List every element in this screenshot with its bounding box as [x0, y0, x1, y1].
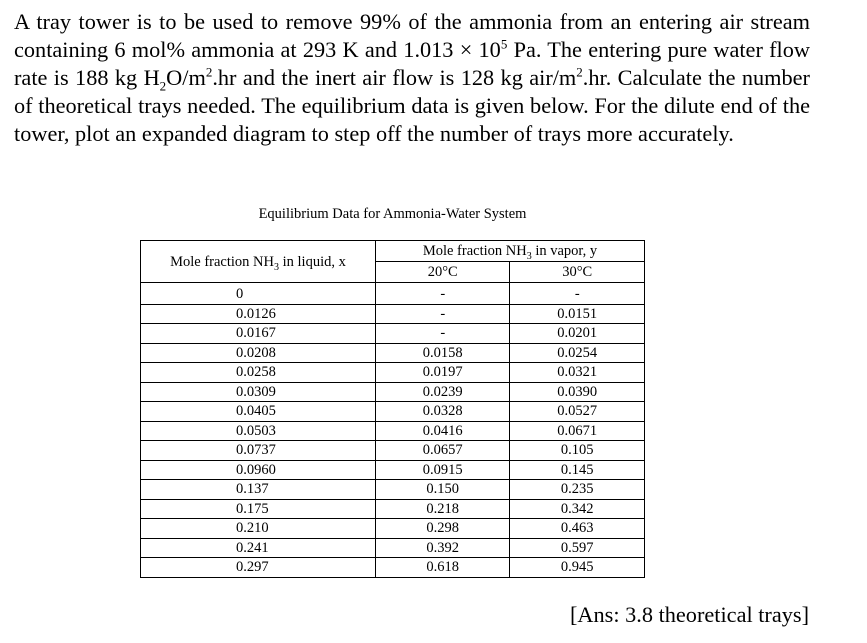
answer-text: [Ans: 3.8 theoretical trays]	[570, 602, 809, 627]
y-30c-cell: -	[510, 283, 645, 305]
problem-text-5: .hr. Calculate the number of theoretical trays needed. The equilibrium data is given below. For the dilute end of the tower, plot an expanded diagram to step off the number of trays more accurately.	[14, 65, 810, 146]
temp-30-header: 30°C	[510, 262, 645, 283]
y-20c-cell: 0.0915	[376, 460, 510, 480]
y-30c-cell: 0.235	[510, 480, 645, 500]
exponent: 5	[500, 36, 508, 52]
y-30c-cell: 0.0151	[510, 304, 645, 324]
y-20c-cell: 0.0197	[376, 363, 510, 383]
y-20c-cell: 0.618	[376, 558, 510, 578]
table-row	[141, 421, 645, 441]
y-20c-cell: 0.0328	[376, 402, 510, 422]
y-30c-cell: 0.0390	[510, 382, 645, 402]
table-body	[141, 283, 645, 578]
table-row	[141, 499, 645, 519]
x-value-cell: 0.175	[141, 499, 376, 519]
vapor-fraction-header: Mole fraction $NH_3$ in vapor, y	[376, 241, 645, 262]
x-value-cell: 0.241	[141, 538, 376, 558]
table-row	[141, 343, 645, 363]
problem-text-3: O/m	[166, 65, 206, 90]
y-30c-cell: 0.597	[510, 538, 645, 558]
x-value-cell: 0.0503	[141, 421, 376, 441]
problem-statement	[14, 8, 810, 148]
y-20c-cell: 0.0416	[376, 421, 510, 441]
table-row	[141, 519, 645, 539]
exponent: 2	[576, 64, 583, 80]
problem-text-4: .hr and the inert air flow is 128 kg air/m	[212, 65, 577, 90]
liquid-fraction-header: Mole fraction $NH_3$ in liquid, x	[141, 241, 376, 283]
y-20c-cell: -	[376, 324, 510, 344]
x-value-cell: 0.0737	[141, 441, 376, 461]
y-30c-cell: 0.0321	[510, 363, 645, 383]
x-value-cell: 0.0405	[141, 402, 376, 422]
x-value-cell: 0.137	[141, 480, 376, 500]
temp-20-header: 20°C	[376, 262, 510, 283]
table-caption: Equilibrium Data for Ammonia-Water System	[258, 206, 527, 222]
y-20c-cell: 0.0239	[376, 382, 510, 402]
table-row	[141, 538, 645, 558]
y-30c-cell: 0.342	[510, 499, 645, 519]
y-20c-cell: -	[376, 283, 510, 305]
y-30c-cell: 0.0254	[510, 343, 645, 363]
x-value-cell: 0.0960	[141, 460, 376, 480]
y-20c-cell: 0.392	[376, 538, 510, 558]
x-value-cell: 0.0258	[141, 363, 376, 383]
y-20c-cell: 0.298	[376, 519, 510, 539]
x-value-cell: 0.0167	[141, 324, 376, 344]
y-30c-cell: 0.145	[510, 460, 645, 480]
x-value-cell: 0.297	[141, 558, 376, 578]
y-20c-cell: 0.0657	[376, 441, 510, 461]
table-row	[141, 441, 645, 461]
problem-text-2: Pa. The entering pure water flow rate is 188 kg H	[14, 37, 810, 90]
y-30c-cell: 0.0201	[510, 324, 645, 344]
table-row	[141, 460, 645, 480]
y-30c-cell: 0.105	[510, 441, 645, 461]
exponent: 2	[205, 64, 213, 80]
table-row	[141, 402, 645, 422]
y-30c-cell: 0.0527	[510, 402, 645, 422]
y-30c-cell: 0.945	[510, 558, 645, 578]
x-value-cell: 0.0309	[141, 382, 376, 402]
x-value-cell: 0.210	[141, 519, 376, 539]
subscript: 2	[159, 78, 167, 94]
y-20c-cell: -	[376, 304, 510, 324]
y-20c-cell: 0.150	[376, 480, 510, 500]
y-30c-cell: 0.463	[510, 519, 645, 539]
table-row	[141, 558, 645, 578]
table-row	[141, 283, 645, 305]
table-row	[141, 324, 645, 344]
x-value-cell: 0.0208	[141, 343, 376, 363]
equilibrium-table	[140, 240, 645, 578]
table-row	[141, 304, 645, 324]
x-value-cell: 0.0126	[141, 304, 376, 324]
table-row	[141, 363, 645, 383]
table-row	[141, 480, 645, 500]
x-value-cell: 0	[141, 283, 376, 305]
table-row	[141, 382, 645, 402]
y-20c-cell: 0.0158	[376, 343, 510, 363]
problem-text-1: A tray tower is to be used to remove 99% of the ammonia from an entering air stream containing 6 mol% ammonia at 293 K and 1.013 × 10	[14, 9, 810, 62]
y-20c-cell: 0.218	[376, 499, 510, 519]
y-30c-cell: 0.0671	[510, 421, 645, 441]
